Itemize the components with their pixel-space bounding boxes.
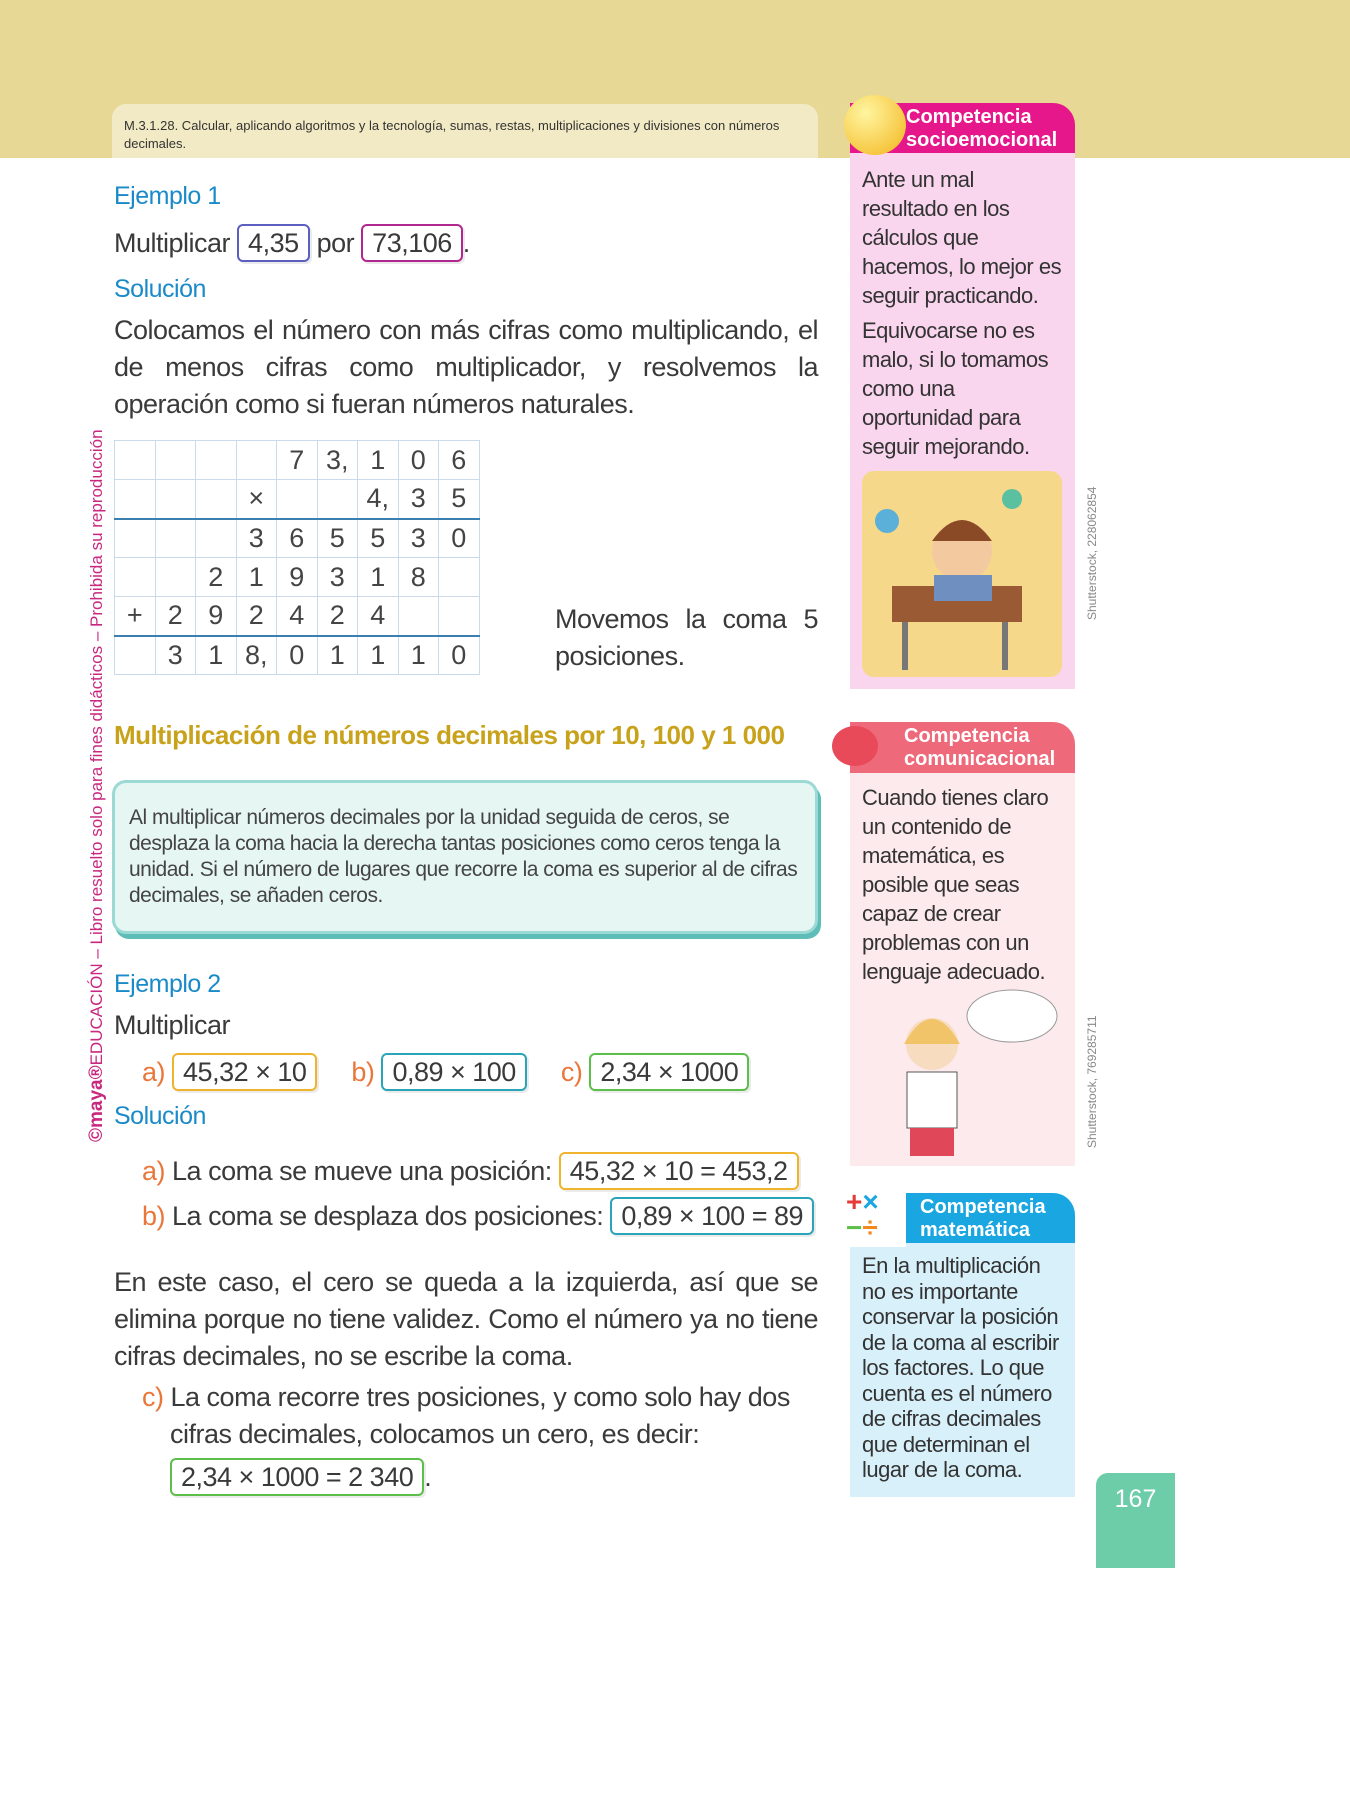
solution1-title: Solución	[114, 275, 206, 303]
grid-cell: 2	[317, 597, 358, 636]
grid-cell: 1	[196, 636, 237, 675]
page-number: 167	[1096, 1473, 1175, 1568]
objective-box	[112, 104, 818, 158]
grid-cell: 5	[439, 480, 480, 519]
side-credit: ©maya®EDUCACIÓN – Libro resuelto solo para fines didácticos – Prohibida su reproducción	[86, 429, 107, 1142]
grid-cell	[439, 597, 480, 636]
grid-cell: 1	[358, 558, 399, 597]
grid-cell	[115, 519, 156, 558]
grid-cell: 1	[358, 441, 399, 480]
grid-cell: 6	[277, 519, 318, 558]
grid-cell: 0	[439, 636, 480, 675]
grid-cell	[277, 480, 318, 519]
solution-c-result: 2,34 × 1000 = 2 340 .	[114, 1457, 818, 1497]
factor-b: 73,106	[361, 224, 463, 262]
example2-title: Ejemplo 2	[114, 970, 221, 998]
grid-row	[115, 480, 480, 519]
communication-box: Competencia comunicacional Cuando tienes claro un contenido de matemática, es posible que seas capaz de crear problemas con un lenguaje adecuado.	[850, 722, 1075, 1166]
section-title: Multiplicación de números decimales por 10, 100 y 1 000	[114, 720, 785, 750]
grid-cell: 3	[398, 519, 439, 558]
example2-items	[114, 1052, 818, 1092]
example2-statement: Multiplicar	[114, 1010, 231, 1040]
item-c-wrap: c) 2,34 × 1000	[561, 1052, 749, 1092]
grid-cell: 1	[317, 636, 358, 675]
rule-box: Al multiplicar números decimales por la unidad seguida de ceros, se desplaza la coma hacia la derecha tantas posiciones como ceros tenga la unidad. Si el número de lugares que recorre la coma es superior al de cifras decimales, se añaden ceros.	[112, 780, 818, 934]
grid-cell: 4,	[358, 480, 399, 519]
grid-cell: 3	[236, 519, 277, 558]
grid-cell	[439, 558, 480, 597]
grid-cell: 6	[439, 441, 480, 480]
solution2-title: Solución	[114, 1102, 206, 1130]
move-note: Movemos la coma 5 posiciones.	[555, 604, 818, 671]
smiley-icon	[844, 95, 906, 155]
student-illustration	[862, 471, 1062, 677]
grid-cell: 8,	[236, 636, 277, 675]
example1-title: Ejemplo 1	[114, 182, 221, 210]
grid-cell: 1	[398, 636, 439, 675]
solution-b: b) La coma se desplaza dos posiciones: 0,89 × 100 = 89	[114, 1196, 818, 1236]
grid-cell: 5	[358, 519, 399, 558]
multiplication-grid	[114, 440, 480, 675]
grid-cell: 4	[277, 597, 318, 636]
example1-statement: Multiplicar 4,35 por 73,106 .	[114, 223, 818, 263]
grid-cell: 0	[439, 519, 480, 558]
grid-cell: 2	[155, 597, 196, 636]
speech-bubble-icon	[832, 726, 878, 766]
math-operators-icon: +× −÷	[846, 1189, 906, 1247]
photo-credit-2: Shutterstock, 769285711	[1085, 1015, 1099, 1148]
grid-cell	[196, 519, 237, 558]
explanation-text: En este caso, el cero se queda a la izquierda, así que se elimina porque no tiene validez. Como el número ya no tiene cifras decimales, no se escribe la coma.	[114, 1267, 818, 1371]
grid-cell: 2	[196, 558, 237, 597]
grid-cell: 4	[358, 597, 399, 636]
example1-text: Colocamos el número con más cifras como multiplicando, el de menos cifras como multiplicador, y resolvemos la operación como si fueran números naturales.	[114, 315, 818, 419]
grid-cell	[398, 597, 439, 636]
photo-credit-1: Shutterstock, 228062854	[1085, 486, 1099, 620]
item-c: 2,34 × 1000	[589, 1053, 749, 1091]
grid-row	[115, 636, 480, 675]
grid-row	[115, 519, 480, 558]
grid-cell: 3	[317, 558, 358, 597]
socioemotional-box: Competencia socioemocional Ante un mal resultado en los cálculos que hacemos, lo mejor es seguir practicando. Equivocarse no es malo, si lo tomamos como una oportunidad para seguir mejorando.	[850, 103, 1075, 689]
item-b: 0,89 × 100	[381, 1053, 526, 1091]
grid-area	[114, 440, 818, 675]
grid-cell	[317, 480, 358, 519]
grid-cell	[115, 480, 156, 519]
factor-a: 4,35	[237, 224, 310, 262]
main-column	[114, 178, 818, 1497]
grid-row	[115, 441, 480, 480]
grid-cell: 2	[236, 597, 277, 636]
grid-cell	[155, 480, 196, 519]
grid-cell	[115, 636, 156, 675]
grid-row	[115, 597, 480, 636]
grid-cell: 3	[155, 636, 196, 675]
grid-cell: 5	[317, 519, 358, 558]
grid-cell: 8	[398, 558, 439, 597]
item-a: 45,32 × 10	[172, 1053, 317, 1091]
grid-cell: ×	[236, 480, 277, 519]
grid-cell: 3	[398, 480, 439, 519]
grid-cell: 1	[358, 636, 399, 675]
grid-cell	[196, 441, 237, 480]
solution-a: a) La coma se mueve una posición: 45,32 × 10 = 453,2	[114, 1151, 818, 1191]
grid-cell	[196, 480, 237, 519]
objective-text: M.3.1.28. Calcular, aplicando algoritmos y la tecnología, sumas, restas, multiplicaciones y divisiones con números decimales.	[124, 118, 780, 151]
grid-cell	[155, 519, 196, 558]
grid-cell	[236, 441, 277, 480]
item-a-wrap: a) 45,32 × 10	[142, 1052, 317, 1092]
grid-cell: 3,	[317, 441, 358, 480]
grid-cell: 7	[277, 441, 318, 480]
grid-cell: 0	[398, 441, 439, 480]
grid-cell: 9	[196, 597, 237, 636]
solution-c: c) La coma recorre tres posiciones, y como solo hay dos cifras decimales, colocamos un cero, es decir:	[142, 1382, 790, 1449]
grid-cell: 0	[277, 636, 318, 675]
grid-cell: 9	[277, 558, 318, 597]
grid-cell: 1	[236, 558, 277, 597]
item-b-wrap: b) 0,89 × 100	[351, 1052, 526, 1092]
grid-cell	[115, 441, 156, 480]
grid-cell	[115, 558, 156, 597]
girl-thinking-illustration	[862, 986, 1062, 1156]
grid-cell	[155, 558, 196, 597]
grid-cell: +	[115, 597, 156, 636]
math-box: Competencia matemática En la multiplicación no es importante conservar la posición de la coma al escribir los factores. Lo que cuenta es el número de cifras decimales que determinan el lugar de la coma. +× −÷	[850, 1193, 1075, 1497]
grid-row	[115, 558, 480, 597]
grid-cell	[155, 441, 196, 480]
